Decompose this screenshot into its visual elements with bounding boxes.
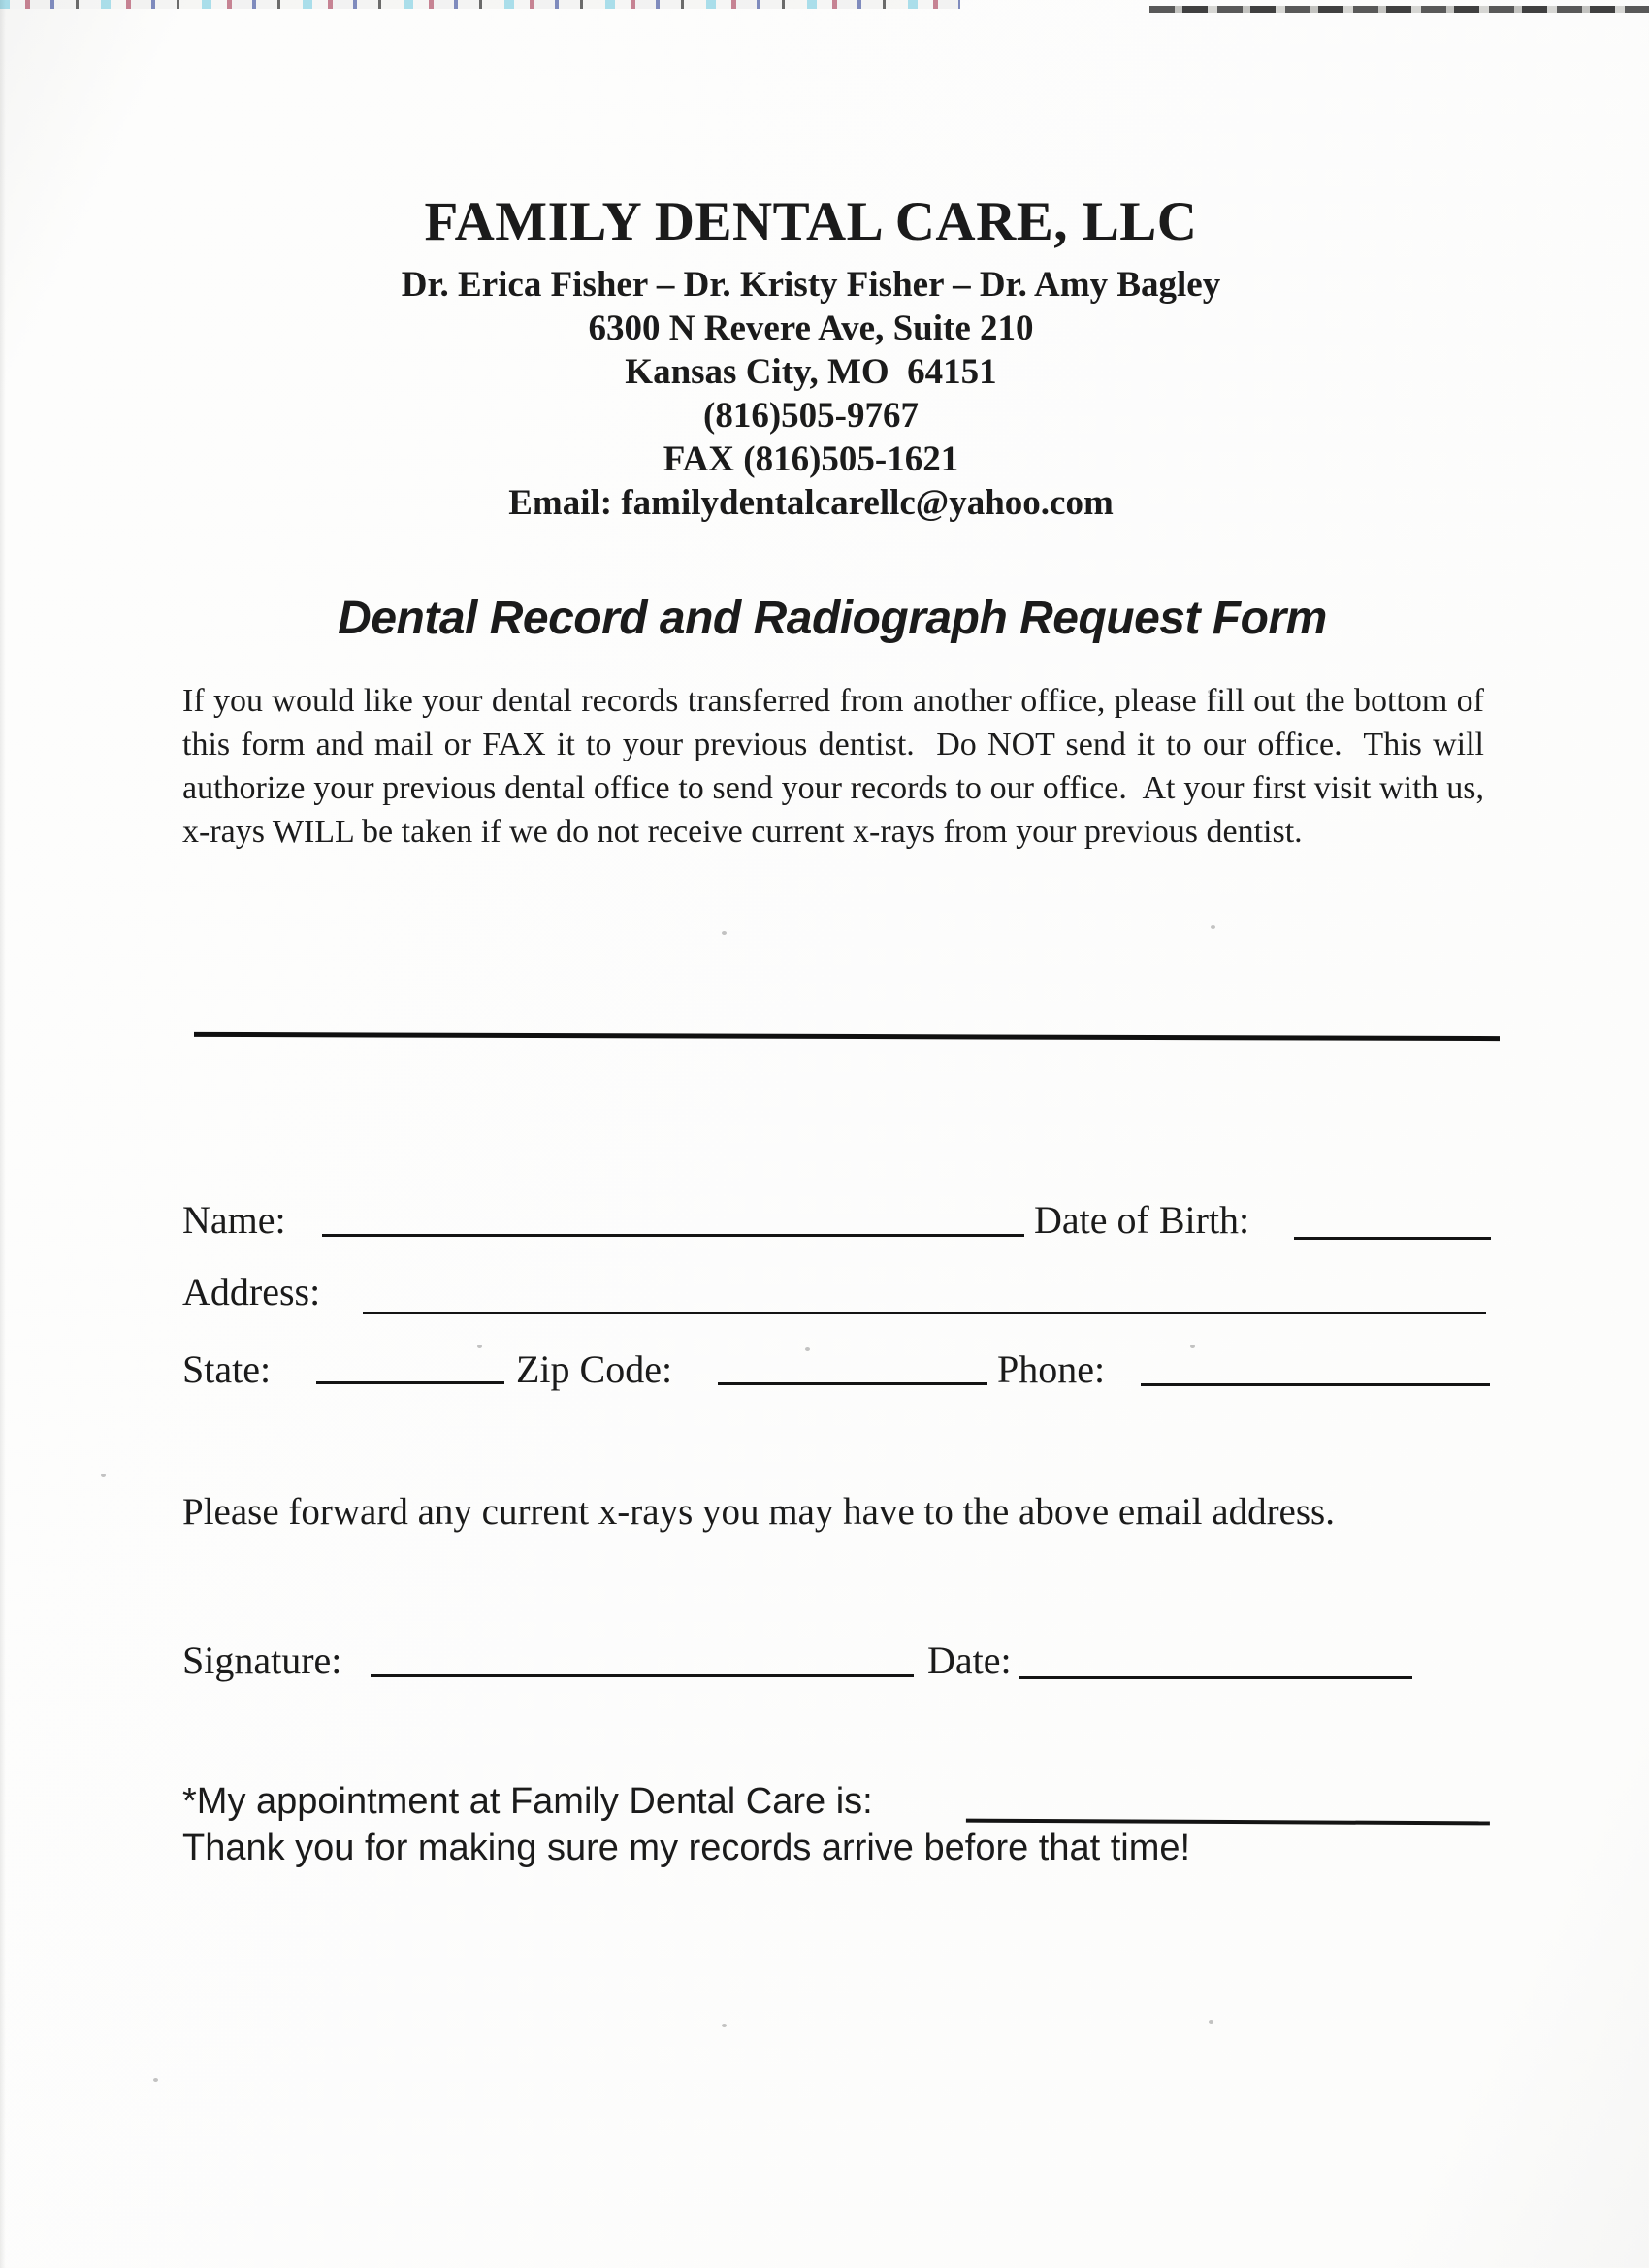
scan-speck [101,1474,106,1477]
date-field-line[interactable] [1018,1643,1412,1679]
scanner-noise-strip-right [1149,6,1649,13]
scan-speck [153,2078,158,2082]
dob-field-line[interactable] [1294,1204,1491,1240]
signature-field-label: Signature: [182,1638,342,1682]
instructions-paragraph: If you would like your dental records transferred from another office, please fill out the bottom of this form and mail or FAX it to your previous dentist. Do NOT send it to our office. This will authorize your previous dental office to send your records to our office. At your first visit with us, x-rays WILL be taken if we do not receive current x-rays from your previous dentist. [182,683,1484,850]
doctors-line: Dr. Erica Fisher – Dr. Kristy Fisher – Dr. Amy Bagley [401,265,1221,305]
appointment-field-line[interactable] [966,1786,1490,1826]
scan-speck [1211,925,1215,929]
appointment-field-label: *My appointment at Family Dental Care is: [182,1781,873,1822]
phone-field-label: Phone: [997,1347,1106,1391]
address-field-line[interactable] [363,1279,1486,1314]
phone-field-line[interactable] [1141,1350,1490,1386]
fax-number: FAX (816)505-1621 [663,439,959,479]
address-field-label: Address: [182,1270,321,1313]
forward-xrays-note: Please forward any current x-rays you may have to the above email address. [182,1491,1335,1533]
state-field-line[interactable] [316,1348,504,1384]
letterhead [0,190,1622,525]
scan-speck [1209,2020,1213,2024]
scan-speck [722,2024,727,2027]
zip-field-label: Zip Code: [516,1347,673,1391]
zip-field-line[interactable] [718,1349,987,1385]
form-title: Dental Record and Radiograph Request Form [338,593,1327,644]
section-divider-line [194,1032,1500,1041]
scan-speck [722,931,727,935]
signature-field-line[interactable] [371,1641,914,1677]
dob-field-label: Date of Birth: [1034,1198,1250,1242]
email-address: Email: familydentalcarellc@yahoo.com [508,483,1114,523]
name-field-line[interactable] [322,1201,1024,1237]
appointment-field-value [966,1786,1490,1789]
closing-thanks-note: Thank you for making sure my records arrive before that time! [182,1828,1191,1868]
phone-number: (816)505-9767 [703,396,919,436]
city-state-zip: Kansas City, MO 64151 [625,352,997,392]
scan-speck [1190,1345,1195,1348]
street-address: 6300 N Revere Ave, Suite 210 [588,308,1034,348]
date-field-label: Date: [927,1638,1012,1682]
scanner-noise-strip-left [0,0,960,9]
state-field-label: State: [182,1347,272,1391]
name-field-label: Name: [182,1198,286,1242]
clinic-name: FAMILY DENTAL CARE, LLC [424,191,1198,252]
